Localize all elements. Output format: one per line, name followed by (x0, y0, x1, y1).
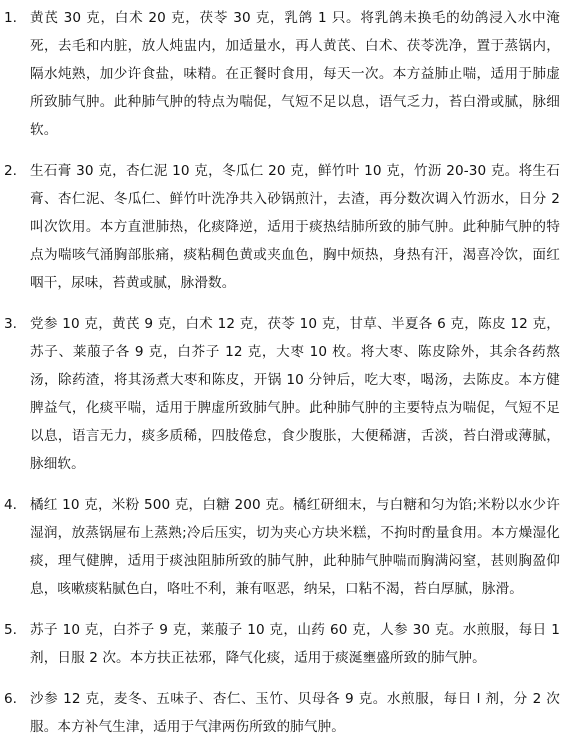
item-number: 3. (4, 316, 17, 332)
item-text: 橘红 10 克，米粉 500 克，白糖 200 克。橘红研细末，与白糖和匀为馅;米粉以水少许湿润，放蒸锅屉布上蒸熟;冷后压实，切为夹心方块米糕，不拘时酌量食用。本方燥湿化痰，理气健脾，适用于痰浊阻肺所致的肺气肿，此种肺气肿喘而胸满闷窒，甚则胸盈仰息，咳嗽痰粘腻色白，咯吐不利，兼有呕恶，纳呆，口粘不渴，苔白厚腻，脉滑。 (30, 497, 560, 597)
item-text: 生石膏 30 克，杏仁泥 10 克，冬瓜仁 20 克，鲜竹叶 10 克，竹沥 20-30 克。将生石膏、杏仁泥、冬瓜仁、鲜竹叶洗净共入砂锅煎汁，去渣，再分数次调入竹沥水，日分 2 叫次饮用。本方直泄肺热，化痰降逆，适用于痰热结肺所致的肺气肿。此种肺气肿的特点为喘咳气涌胸部胀痛，痰粘稠色黄或夹血色，胸中烦热，身热有汗，渴喜冷饮，面红咽干，尿味，苔黄或腻，脉滑数。 (30, 163, 560, 291)
list-item-4 (4, 491, 560, 603)
item-text: 黄芪 30 克，白术 20 克，茯苓 30 克，乳鸽 1 只。将乳鸽未换毛的幼鸽浸入水中淹死，去毛和内脏，放人炖盅内，加适量水，再人黄芪、白术、茯苓洗净，置于蒸锅内，隔水炖熟，加少许食盐，味精。在正餐时食用，每天一次。本方益肺止喘，适用于肺虚所致肺气肿。此种肺气肿的特点为喘促，气短不足以息，语气乏力，苔白滑或腻，脉细软。 (30, 10, 560, 138)
item-text: 沙参 12 克，麦冬、五味子、杏仁、玉竹、贝母各 9 克。水煎服，每日 l 剂，分 2 次服。本方补气生津，适用于气津两伤所致的肺气肿。 (30, 691, 560, 735)
list-item-6 (4, 685, 560, 741)
item-number: 1. (4, 10, 17, 26)
item-number: 6. (4, 691, 17, 707)
list-item-3 (4, 310, 560, 478)
item-number: 5. (4, 622, 17, 638)
list-item-2 (4, 157, 560, 297)
item-number: 2. (4, 163, 17, 179)
item-text: 苏子 10 克，白芥子 9 克，莱菔子 10 克，山药 60 克，人参 30 克。水煎服，每日 1 剂，日服 2 次。本方扶正祛邪，降气化痰，适用于痰涎壅盛所致的肺气肿。 (30, 622, 560, 666)
list-item-5 (4, 616, 560, 672)
list-item-1 (4, 4, 560, 144)
item-text: 党参 10 克，黄芪 9 克，白术 12 克，茯苓 10 克，甘草、半夏各 6 克，陈皮 12 克，苏子、莱菔子各 9 克，白芥子 12 克，大枣 10 枚。将大枣、陈皮除外，其余各药熬汤，除药渣，将其汤煮大枣和陈皮，开锅 10 分钟后，吃大枣，喝汤，去陈皮。本方健脾益气，化痰平喘，适用于脾虚所致肺气肿。此种肺气肿的主要特点为喘促，气短不足以息，语言无力，痰多质稀，四肢倦怠，食少腹胀，大便稀溏，舌淡，苔白滑或薄腻，脉细软。 (30, 316, 560, 472)
item-number: 4. (4, 497, 17, 513)
